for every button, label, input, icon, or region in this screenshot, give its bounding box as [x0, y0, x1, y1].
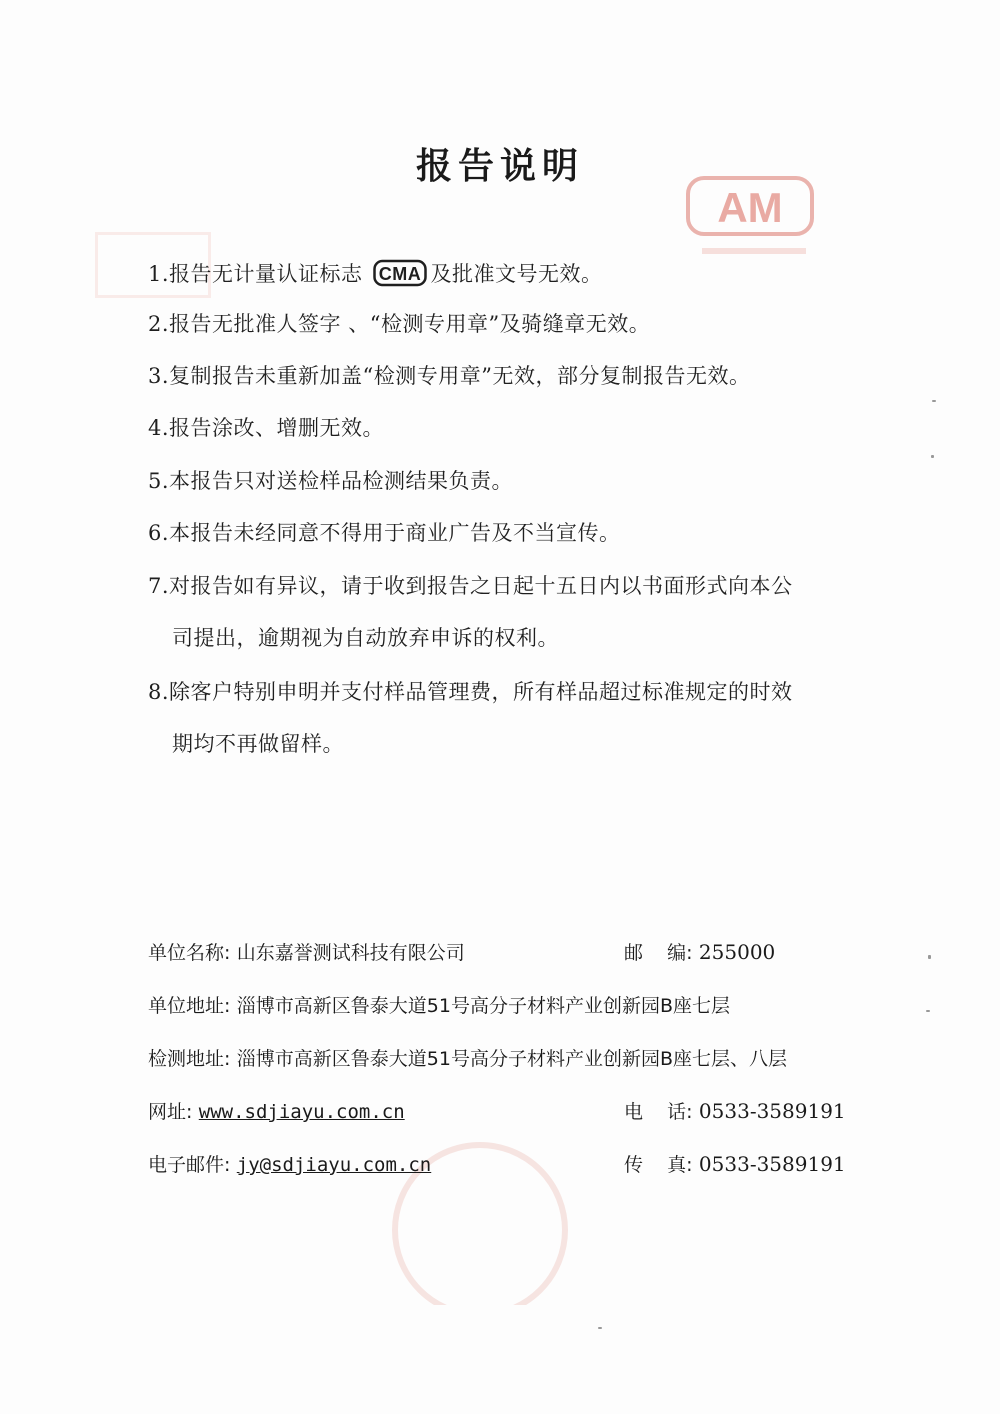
email-label: 电子邮件:: [148, 1154, 231, 1176]
address-row: [148, 991, 730, 1018]
scan-speck: [928, 955, 931, 959]
page-title: 报告说明: [415, 145, 584, 187]
phone-row: [624, 1097, 846, 1124]
clause-2-text: 报告无批准人签字 、“检测专用章”及骑缝章无效。: [169, 312, 651, 336]
clause-4-number: 4.: [148, 416, 170, 440]
scan-speck: [931, 455, 934, 458]
clause-5-text: 本报告只对送检样品检测结果负责。: [169, 469, 514, 493]
clause-1-text-a: 报告无计量认证标志: [169, 262, 363, 286]
company-label: 单位名称:: [148, 942, 231, 964]
website-row: [148, 1097, 405, 1124]
clause-6-text: 本报告未经同意不得用于商业广告及不当宣传。: [169, 521, 621, 545]
clause-4-text: 报告涂改、增删无效。: [169, 416, 385, 440]
clause-3: [148, 360, 751, 390]
clause-8-text-line2: 期均不再做留样。: [172, 732, 344, 756]
website-label: 网址:: [148, 1101, 193, 1123]
clause-5-number: 5.: [148, 469, 170, 493]
clause-7: [148, 570, 793, 600]
fax-value: 0533-3589191: [698, 1152, 846, 1176]
left-edge-stamp-bleed: [0, 600, 60, 820]
test-address-label: 检测地址:: [148, 1048, 231, 1070]
scan-speck: [932, 400, 936, 402]
cma-mark-icon: [373, 258, 427, 293]
phone-value: 0533-3589191: [698, 1099, 846, 1123]
fax-label: 传 真:: [624, 1154, 693, 1176]
clause-7-number: 7.: [148, 574, 170, 598]
am-stamp-text: AM: [717, 184, 783, 231]
address-value: 淄博市高新区鲁泰大道51号高分子材料产业创新园B座七层: [236, 995, 730, 1017]
address-label: 单位地址:: [148, 995, 231, 1017]
cma-mark-text: CMA: [378, 264, 421, 284]
clause-1-number: 1.: [148, 262, 170, 286]
phone-label: 电 话:: [624, 1101, 693, 1123]
company-row: [148, 938, 465, 965]
email-link[interactable]: jy@sdjiayu.com.cn: [236, 1154, 432, 1176]
clause-6: [148, 517, 621, 547]
clause-2-number: 2.: [148, 312, 170, 336]
scan-speck: [598, 1327, 602, 1329]
website-link[interactable]: www.sdjiayu.com.cn: [198, 1101, 405, 1123]
test-address-row: [148, 1044, 787, 1071]
email-row: [148, 1150, 431, 1177]
fax-row: [624, 1150, 846, 1177]
postcode-value: 255000: [698, 940, 776, 964]
clause-4: [148, 412, 384, 442]
clause-5: [148, 465, 513, 495]
clause-8-text-line1: 除客户特别申明并支付样品管理费，所有样品超过标准规定的时效: [169, 680, 793, 704]
clause-7-text-line2: 司提出，逾期视为自动放弃申诉的权利。: [172, 626, 559, 650]
test-address-value: 淄博市高新区鲁泰大道51号高分子材料产业创新园B座七层、八层: [236, 1048, 787, 1070]
clause-6-number: 6.: [148, 521, 170, 545]
clause-8-number: 8.: [148, 680, 170, 704]
scan-speck: [926, 1010, 930, 1012]
postcode-label: 邮 编:: [624, 942, 693, 964]
clause-3-number: 3.: [148, 364, 170, 388]
clause-1-text-b: 及批准文号无效。: [430, 262, 603, 286]
clause-1: [148, 258, 603, 293]
clause-2: [148, 308, 650, 338]
clause-8: [148, 676, 793, 706]
clause-7-text-line1: 对报告如有异议，请于收到报告之日起十五日内以书面形式向本公: [169, 574, 793, 598]
postcode-row: [624, 938, 775, 965]
clause-3-text: 复制报告未重新加盖“检测专用章”无效，部分复制报告无效。: [169, 364, 751, 388]
company-value: 山东嘉誉测试科技有限公司: [236, 942, 465, 964]
